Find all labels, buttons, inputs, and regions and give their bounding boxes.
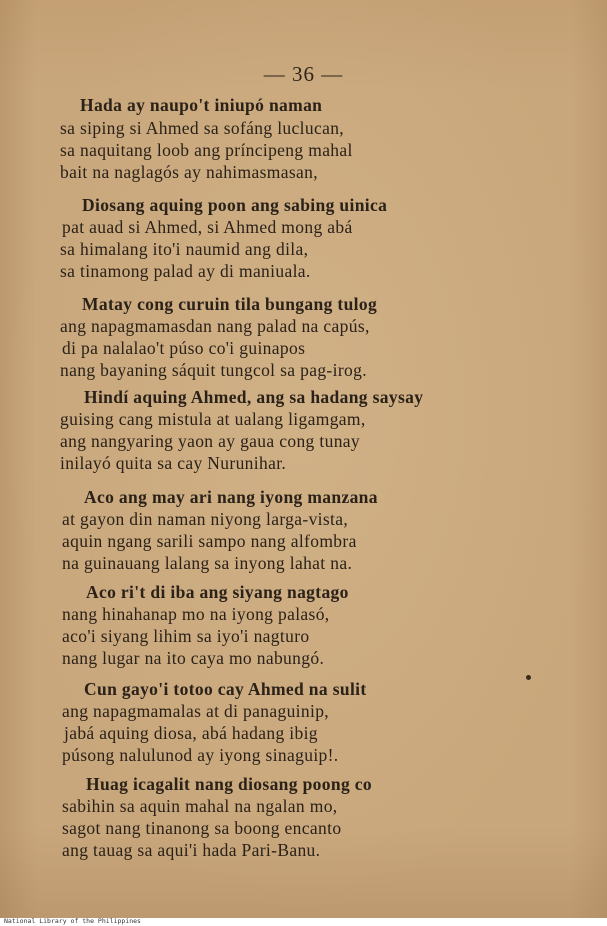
poem-line: sagot nang tinanong sa boong encanto — [62, 818, 342, 838]
poem-line: sa himalang ito'i naumid ang dila, — [60, 239, 309, 259]
poem-line: at gayon din naman niyong larga-vista, — [62, 509, 349, 529]
poem-line: na guinauang lalang sa inyong lahat na. — [62, 553, 353, 573]
poem-line: Hindí aquing Ahmed, ang sa hadang saysay — [84, 387, 424, 407]
poem-line: nang bayaning sáquit tungcol sa pag-irog. — [60, 360, 367, 380]
poem-line: ang nangyaring yaon ay gaua cong tunay — [60, 431, 361, 451]
poem-line: aquin ngang sarili sampo nang alfombra — [62, 531, 357, 551]
library-credit: National Library of the Philippines — [4, 917, 141, 925]
poem-line: ang napagmamalas at di panaguinip, — [62, 701, 330, 721]
poem-line: nang lugar na ito caya mo nabungó. — [62, 648, 325, 668]
poem-line: nang hinahanap mo na iyong palasó, — [62, 604, 330, 624]
poem-line: sa tinamong palad ay di maniuala. — [60, 261, 311, 281]
poem-line: guising cang mistula at ualang ligamgam, — [60, 409, 366, 429]
poem-line: púsong nalulunod ay iyong sinaguip!. — [62, 745, 339, 765]
poem-line: Aco ri't di iba ang siyang nagtago — [86, 582, 349, 602]
poem-line: pat auad si Ahmed, si Ahmed mong abá — [62, 217, 353, 237]
poem-line: sa siping si Ahmed sa sofáng luclucan, — [60, 118, 345, 138]
poem-line: aco'i siyang lihim sa iyo'i nagturo — [62, 626, 310, 646]
poem-line: Cun gayo'i totoo cay Ahmed na sulit — [84, 679, 367, 699]
poem-line: sabihin sa aquin mahal na ngalan mo, — [62, 796, 338, 816]
poem-line: di pa nalalao't púso co'i guinapos — [62, 338, 306, 358]
poem-line: bait na naglagós ay nahimasmasan, — [60, 162, 318, 182]
poem-line: Aco ang may ari nang iyong manzana — [84, 487, 378, 507]
poem-line: Hada ay naupo't iniupó naman — [80, 95, 323, 115]
poem-line: Huag icagalit nang diosang poong co — [86, 774, 372, 794]
poem-line: ang napagmamasdan nang palad na capús, — [60, 316, 370, 336]
ink-speck — [526, 675, 531, 680]
poem-line: Diosang aquing poon ang sabing uinica — [82, 195, 388, 215]
poem-line: ang tauag sa aqui'i hada Pari-Banu. — [62, 840, 321, 860]
poem-line: jabá aquing diosa, abá hadang ibig — [64, 723, 318, 743]
page-number: — 36 — — [263, 62, 344, 86]
poem-line: inilayó quita sa cay Nurunihar. — [60, 453, 287, 473]
poem-line: sa naquitang loob ang príncipeng mahal — [60, 140, 353, 160]
poem-line: Matay cong curuin tila bungang tulog — [82, 294, 378, 314]
